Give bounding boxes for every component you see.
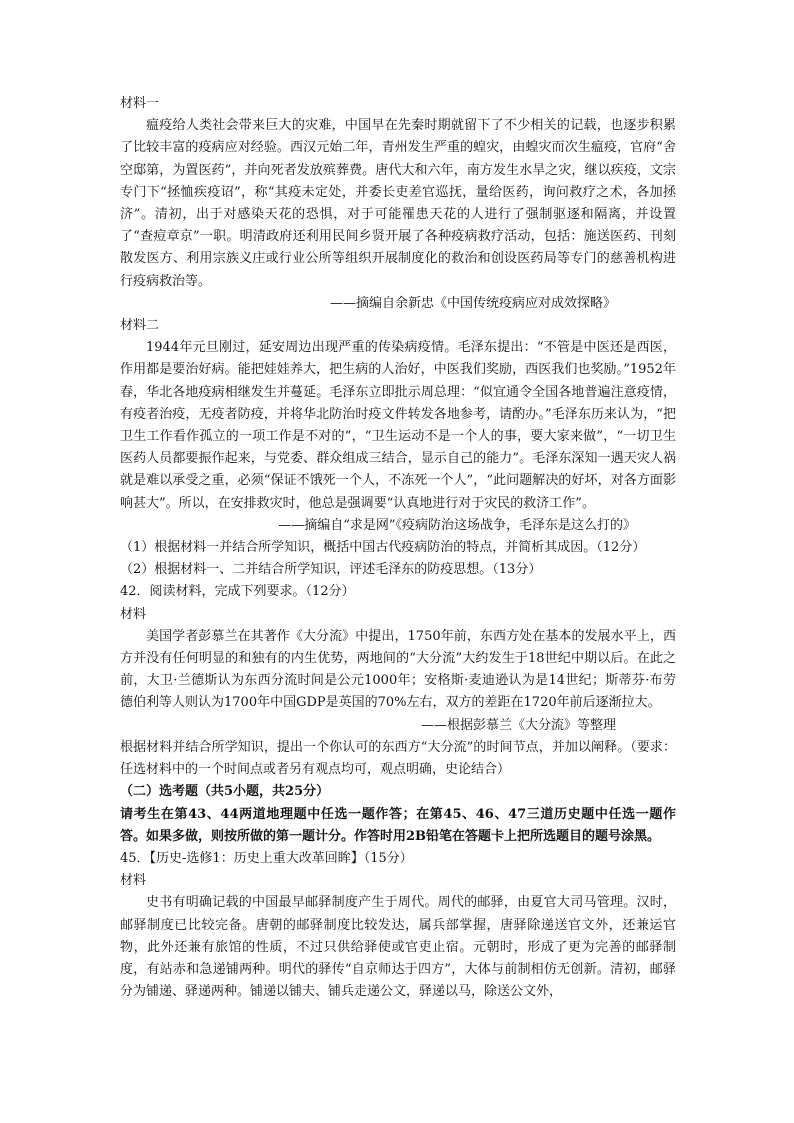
question-45-material-body: 史书有明确记载的中国最早邮驿制度产生于周代。周代的邮驿，由夏官大司马管理。汉时，邮驿制度已比较完备。唐朝的邮驿制度比较发达，属兵部掌握，唐驿除递送官文外，还兼运官物，此外还兼有旅馆的性质，不过只供给驿使或官吏止宿。元朝时，形成了更为完善的邮驿制度，有站赤和急递铺两种。明代的驿传“自京师达于四方”，大体与前制相仿无创新。清初，邮驿分为铺递、驿递两种。铺递以铺夫、铺兵走递公文，驿递以马，除送公文外， [120, 895, 676, 1000]
question-42-material-body: 美国学者彭慕兰在其著作《大分流》中提出，1750年前，东西方处在基本的发展水平上，西方并没有任何明显的和独有的内生优势，两地间的“大分流”大约发生于18世纪中期以后。在此之前，大卫·兰德斯认为东西分流时间是公元1000年；安格斯·麦迪逊认为是14世纪；斯蒂芬·布劳德伯利等人则认为1700年中国GDP是英国的70%左右，双方的差距在1720年前后逐渐拉大。 [120, 628, 676, 711]
material-two-body: 1944年元旦刚过，延安周边出现严重的传染病疫情。毛泽东提出：“不管是中医还是西医，作用都是要治好病。能把娃娃养大，把生病的人治好，中医我们奖励，西医我们也奖励。”1952年春，华北各地疫病相继发生并蔓延。毛泽东立即批示周总理：“似宜通令全国各地普遍注意疫情，有疫者治疫，无疫者防疫，并将华北防治时疫文件转发各地参考，请酌办。”毛泽东历来认为，“把卫生工作看作孤立的一项工作是不对的”，“卫生运动不是一个人的事，要大家来做”，“一切卫生医药人员都要振作起来，与党委、群众组成三结合，显示自己的能力”。毛泽东深知一遇天灾人祸就是难以承受之重，必须“保证不饿死一个人，不冻死一个人”，“此问题解决的好坏，对各方面影响甚大”。所以，在安排救灾时，他总是强调要“认真地进行对于灾民的救济工作”。 [120, 340, 676, 511]
question-41-part-2: （2）根据材料一、二并结合所学知识，评述毛泽东的防疫思想。（13分） [120, 562, 542, 578]
exam-page [120, 93, 676, 1003]
question-42-task: 根据材料并结合所学知识，提出一个你认可的东西方“大分流”的时间节点，并加以阐释。（要求：任选材料中的一个时间点或者另有观点均可，观点明确，史论结合） [120, 739, 676, 778]
question-45-material-label: 材料 [120, 873, 147, 889]
elective-heading: （二）选考题（共5小题，共25分） [120, 784, 330, 800]
question-45-title: 45．【历史-选修1：历史上重大改革回眸】（15分） [120, 850, 413, 866]
material-one-body: 瘟疫给人类社会带来巨大的灾难，中国早在先秦时期就留下了不少相关的记载，也逐步积累了比较丰富的疫病应对经验。西汉元始二年，青州发生严重的蝗灾，由蝗灾而次生瘟疫，官府“舍空邸第，为置医药”，并向死者发放殡葬费。唐代大和六年，南方发生水旱之灾，继以疾疫，文宗专门下“拯恤疾疫诏”，称“其疫未定处，并委长吏差官巡抚，量给医药，询问救疗之术，各加拯济”。清初，出于对感染天花的恐惧，对于可能罹患天花的人进行了强制驱逐和隔离，并设置了“查痘章京”一职。明清政府还利用民间乡贤开展了各种疫病救疗活动，包括：施送医药、刊刻散发医方、利用宗族义庄或行业公所等组织开展制度化的救治和创设医药局等专门的慈善机构进行疫病救治等。 [120, 118, 676, 289]
question-41-part-1: （1）根据材料一并结合所学知识，概括中国古代疫病防治的特点，并简析其成因。（12分） [120, 540, 646, 556]
material-two-source: ——摘编自“求是网”《疫病防治这场战争，毛泽东是这么打的》 [278, 517, 636, 533]
material-two-heading: 材料二 [120, 318, 160, 334]
material-one-heading: 材料一 [120, 96, 160, 111]
material-one-source: ——摘编自余新忠《中国传统疫病应对成效探略》 [329, 295, 616, 311]
question-42-title: 42．阅读材料，完成下列要求。（12分） [120, 584, 355, 600]
question-42-source: ——根据彭慕兰《大分流》等整理 [420, 717, 616, 733]
elective-instruction: 请考生在第43、44两道地理题中任选一题作答；在第45、46、47三道历史题中任选一题作答。如果多做，则按所做的第一题计分。作答时用2B铅笔在答题卡上把所选题目的题号涂黑。 [120, 806, 676, 844]
question-42-material-label: 材料 [120, 606, 147, 622]
